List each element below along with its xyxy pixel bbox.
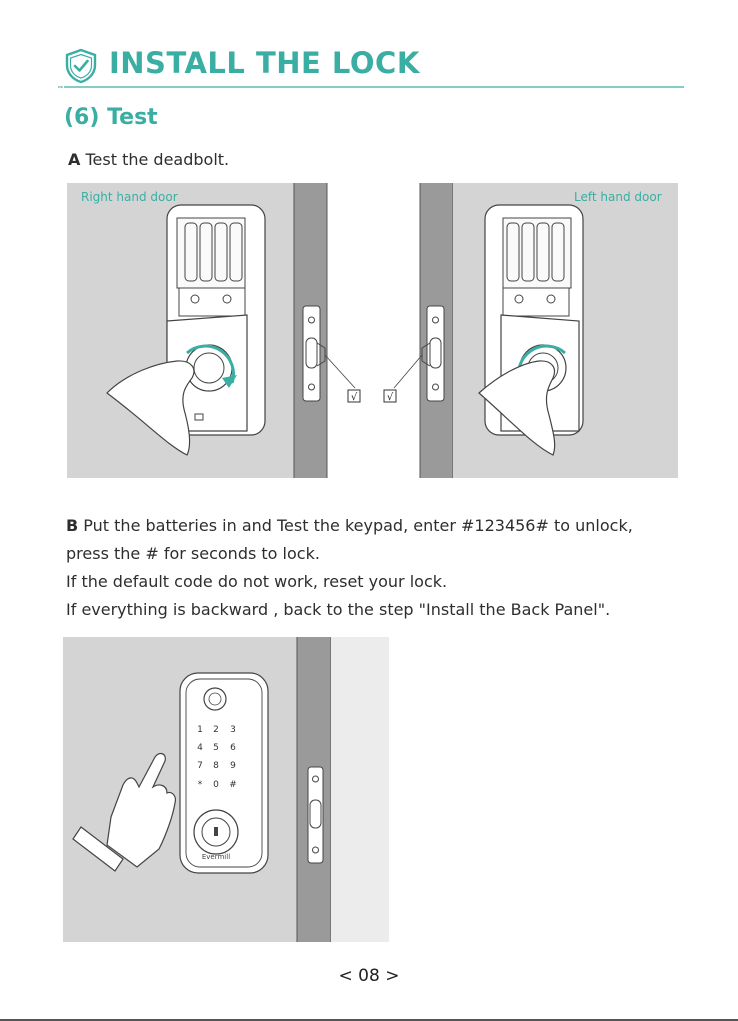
left-hand-door-label: Left hand door <box>574 190 662 204</box>
keypad-key-2: 2 <box>213 725 219 735</box>
left-door-lock <box>479 205 583 455</box>
keypad-key-*: * <box>197 780 203 790</box>
keypad-key-8: 8 <box>213 761 219 771</box>
keypad-key-0: 0 <box>213 780 219 790</box>
right-hand-door-label: Right hand door <box>81 190 178 204</box>
keypad-key-4: 4 <box>197 743 203 753</box>
keypad-key-3: 3 <box>230 725 236 735</box>
keypad-key-6: 6 <box>230 743 236 753</box>
step-b-line-1-text: Put the batteries in and Test the keypad, enter #123456# to unlock, <box>78 516 633 535</box>
check-mark-right: √ <box>386 392 394 403</box>
title-divider <box>58 86 684 88</box>
page-number: < 08 > <box>338 966 400 986</box>
page-title: INSTALL THE LOCK <box>109 46 420 80</box>
keypad-key-5: 5 <box>213 743 219 753</box>
smart-lock-front <box>180 673 268 873</box>
lock-brand-logo: Evermill <box>201 853 231 861</box>
keypad-key-7: 7 <box>197 761 203 771</box>
keypad-key-9: 9 <box>230 761 236 771</box>
step-a-text <box>68 150 229 169</box>
door-strike-plate <box>308 767 323 863</box>
step-b-letter: B <box>66 516 79 535</box>
keypad-key-1: 1 <box>197 725 203 735</box>
step-b-line-3: If the default code do not work, reset your lock. <box>66 572 448 591</box>
shield-check-icon <box>64 48 98 84</box>
step-b-line-2: press the # for seconds to lock. <box>66 544 320 563</box>
section-heading: (6) Test <box>64 105 158 130</box>
keypad-key-#: # <box>229 780 237 790</box>
keypad-test-illustration <box>63 637 389 942</box>
step-a-letter: A <box>68 150 81 169</box>
deadbolt-test-illustration <box>67 183 678 478</box>
step-b-line-1 <box>66 516 633 535</box>
check-mark-left: √ <box>350 392 358 403</box>
step-b-line-4: If everything is backward , back to the step "Install the Back Panel". <box>66 600 611 619</box>
step-a-description: Test the deadbolt. <box>80 150 230 169</box>
